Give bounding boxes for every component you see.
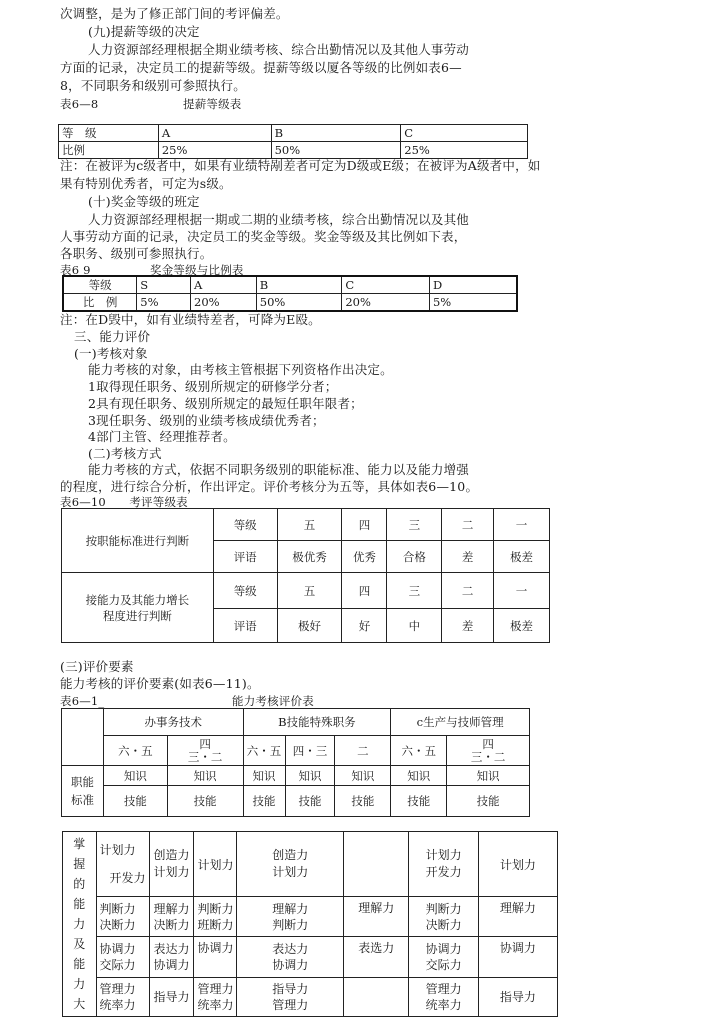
cell-line: 开发力 [425, 865, 462, 880]
table-cell: 5% [137, 294, 191, 312]
side-char: 力 [73, 977, 86, 991]
table-cell: C [401, 125, 528, 142]
level-cell: 六・五 [391, 736, 447, 766]
cell-line: 计划力 [272, 865, 309, 880]
table-cell: 5% [429, 294, 517, 312]
row-header [62, 766, 104, 817]
table-cell: 差 [442, 609, 494, 643]
text-line: 人力资源部经理根据一期或二期的业绩考核，综合出勤情况以及其他 [88, 212, 470, 227]
table-cell: 知识 [285, 766, 335, 786]
side-char: 能 [73, 897, 86, 911]
cell-line: 开发力 [109, 871, 146, 886]
table-caption: 表6—10 考评等级表 [60, 495, 188, 509]
section-heading: (九)提薪等级的决定 [88, 24, 200, 39]
cell-line: 统率力 [99, 997, 136, 1012]
text-line: 人事劳动方面的记录，决定员工的奖金等级。奖金等级及其比例如下表， [60, 229, 467, 244]
cell-line: 判断力 [272, 917, 309, 932]
table-cell [237, 897, 344, 936]
section-heading: (二)考核方式 [88, 446, 162, 461]
cell-line: 班断力 [197, 917, 234, 932]
table-cell: 知识 [391, 766, 447, 786]
cell-line: 管理力 [99, 981, 136, 996]
table-cell: 等级 [213, 573, 277, 609]
table-cell: 协调力 [478, 936, 557, 977]
row-header-line: 职能 [70, 775, 94, 789]
note-line: 注：在被评为c级者中，如果有业绩特剐差者可定为D级或E级；在被评为A级者中，如 [60, 158, 541, 173]
table-cell: 五 [277, 573, 342, 609]
table-cell: 中 [387, 609, 442, 643]
cell-line: 判断力 [99, 901, 136, 916]
table-cell: 优秀 [342, 541, 387, 573]
table-cell: A [158, 125, 271, 142]
group-header: B技能特殊职务 [243, 709, 391, 736]
table-cell: 差 [442, 541, 494, 573]
cell-line: 协调力 [272, 957, 309, 972]
table-cell [96, 832, 150, 897]
text-line: 各职务、级别可参照执行。 [60, 246, 213, 261]
cell-line: 创造力 [272, 848, 309, 863]
table-caption-number: 表6—1_ [60, 694, 105, 708]
level-line: 四 [482, 736, 494, 751]
text-line: 能力考核的方式，依据不同职务级别的职能标准、能力以及能力增强 [88, 462, 470, 477]
level-cell: 六・五 [243, 736, 285, 766]
cell-line: 理解力 [272, 901, 309, 916]
side-label [63, 832, 97, 1017]
table-cell: 知识 [447, 766, 530, 786]
section-heading: (三)评价要素 [60, 659, 134, 674]
cell-line: 创造力 [153, 848, 190, 863]
table-cell: 等级 [213, 509, 277, 541]
cell-line: 协调力 [425, 941, 462, 956]
text-line: 方面的记录，决定员工的提薪等级。提薪等级以厦各等级的比例如表6— [60, 60, 462, 75]
table-cell [409, 897, 478, 936]
table-cell: 20% [342, 294, 430, 312]
table-cell: 一 [494, 573, 550, 609]
table-cell [96, 897, 150, 936]
table-cell: 技能 [335, 786, 391, 817]
table-cell: 技能 [103, 786, 167, 817]
table-cell: 一 [494, 509, 550, 541]
row-header-line: 标准 [70, 793, 94, 807]
table-cell: 指导力 [150, 977, 194, 1016]
table-cell: 25% [401, 142, 528, 159]
level-cell [447, 736, 530, 766]
list-item: 2具有现任职务、级别所规定的最短任职年限者； [88, 396, 363, 411]
table-cell [96, 936, 150, 977]
cell-line: 协调力 [153, 957, 190, 972]
table-cell: 知识 [243, 766, 285, 786]
table-cell [237, 977, 344, 1016]
table-cell: 知识 [103, 766, 167, 786]
cell-line: 统率力 [425, 997, 462, 1012]
cell-line: 交际力 [99, 957, 136, 972]
cell-line: 交际力 [425, 957, 462, 972]
level-cell: 六・五 [103, 736, 167, 766]
table-cell: 比例 [59, 142, 159, 159]
side-char: 的 [73, 877, 86, 891]
table-cell: 技能 [167, 786, 243, 817]
table-cell [237, 832, 344, 897]
table-cell: 表选力 [343, 936, 408, 977]
table-cell: A [191, 276, 257, 294]
level-cell: 四・三 [285, 736, 335, 766]
table-cell: C [342, 276, 430, 294]
table-caption-title: 奖金等级与比例表 [150, 263, 244, 277]
text-line: 能力考核的对象，由考核主管根据下列资格作出决定。 [88, 362, 393, 377]
side-char: 能 [73, 957, 86, 971]
table-cell: 技能 [243, 786, 285, 817]
table-cell: 50% [271, 142, 401, 159]
table-cell [343, 977, 408, 1016]
text-line: 的程度，进行综合分析，作出评定。评价考核分为五等，具体如表6—10。 [60, 479, 479, 494]
bonus-grade-table [62, 275, 518, 312]
table-cell: 25% [158, 142, 271, 159]
text-line: 能力考核的评价要素(如表6—11)。 [60, 676, 260, 691]
table-cell [194, 977, 237, 1016]
table-cell: S [137, 276, 191, 294]
competency-table [61, 708, 530, 817]
side-char: 握 [73, 857, 86, 871]
level-line: 三・二 [470, 749, 506, 764]
table-cell: D [429, 276, 517, 294]
table-cell: 评语 [213, 541, 277, 573]
section-heading: (一)考核对象 [74, 346, 148, 361]
table-cell: 合格 [387, 541, 442, 573]
table-cell: 技能 [447, 786, 530, 817]
section-heading: 三、能力评价 [74, 329, 151, 344]
table-caption-number: 表6—8 [60, 97, 99, 111]
table-cell: 计划力 [478, 832, 557, 897]
section-heading: (十)奖金等级的班定 [88, 194, 200, 209]
table-cell: B [256, 276, 342, 294]
list-item: 4部门主管、经理推荐者。 [88, 429, 236, 444]
table-cell: 三 [387, 509, 442, 541]
cell-line: 管理力 [272, 997, 309, 1012]
side-char: 大 [73, 997, 86, 1011]
table-cell: 极优秀 [277, 541, 342, 573]
table-cell: 四 [342, 573, 387, 609]
cell-line: 指导力 [272, 981, 309, 996]
table-cell [194, 897, 237, 936]
table-cell: 极差 [494, 609, 550, 643]
table-cell [150, 897, 194, 936]
table-cell: 技能 [285, 786, 335, 817]
text-line: 人力资源部经理根据全期业绩考核、综合出勤情况以及其他人事劳动 [88, 42, 470, 57]
cell-line: 判断力 [197, 901, 234, 916]
table-cell: 四 [342, 509, 387, 541]
side-char: 掌 [73, 837, 86, 851]
cell-line: 表达力 [272, 941, 309, 956]
table-cell: 知识 [167, 766, 243, 786]
row-header [62, 573, 214, 643]
table-cell: 理解力 [478, 897, 557, 936]
table-cell [409, 936, 478, 977]
table-cell: 二 [442, 573, 494, 609]
cell-line: 表达力 [153, 941, 190, 956]
level-line: 四 [199, 736, 211, 751]
table-caption-title: 能力考核评价表 [232, 694, 314, 708]
table-cell: 极好 [277, 609, 342, 643]
cell-line: 理解力 [153, 901, 190, 916]
side-char: 力 [73, 917, 86, 931]
table-cell: 技能 [391, 786, 447, 817]
note-line: 注：在D毁中，如有业绩特差者，可降为E殴。 [60, 312, 321, 327]
cell-line: 管理力 [425, 981, 462, 996]
cell-line: 决断力 [99, 917, 136, 932]
table-cell: 好 [342, 609, 387, 643]
table-cell: 评语 [213, 609, 277, 643]
cell-line: 计划力 [99, 843, 136, 858]
table-cell [409, 832, 478, 897]
table-cell: 理解力 [343, 897, 408, 936]
list-item: 3现任职务、级别的业绩考核成绩优秀者； [88, 413, 325, 428]
table-cell: 极差 [494, 541, 550, 573]
cell-line: 计划力 [153, 865, 190, 880]
table-cell: 五 [277, 509, 342, 541]
table-cell: 计划力 [194, 832, 237, 897]
table-caption-title: 提薪等级表 [183, 97, 242, 111]
evaluation-grade-table [61, 508, 550, 643]
note-line: 果有特别优秀者，可定为s级。 [60, 176, 232, 191]
cell-line: 协调力 [99, 941, 136, 956]
table-cell [150, 936, 194, 977]
level-line: 三・二 [187, 749, 223, 764]
ability-table [62, 831, 558, 1017]
table-cell [150, 832, 194, 897]
table-cell: B [271, 125, 401, 142]
table-cell: 协调力 [194, 936, 237, 977]
row-header-line: 程度进行判断 [102, 608, 172, 623]
table-caption-number: 表6 9 [60, 263, 91, 277]
table-cell: 等级 [63, 276, 137, 294]
table-cell [96, 977, 150, 1016]
group-header: 办事务技术 [103, 709, 243, 736]
group-header: c生产与技师管理 [391, 709, 530, 736]
row-header-line: 接能力及其能力增长 [85, 592, 190, 607]
table-cell: 比 例 [63, 294, 137, 312]
table-cell [62, 709, 104, 766]
list-item: 1取得现任职务、级别所规定的研修学分者； [88, 379, 338, 394]
table-cell: 指导力 [478, 977, 557, 1016]
table-cell [409, 977, 478, 1016]
table-cell: 知识 [335, 766, 391, 786]
table-cell [237, 936, 344, 977]
side-char: 及 [73, 937, 86, 951]
table-cell: 三 [387, 573, 442, 609]
cell-line: 统率力 [197, 997, 234, 1012]
cell-line: 管理力 [197, 981, 234, 996]
table-cell: 二 [442, 509, 494, 541]
text-line: 次调整，是为了修正部门间的考评偏差。 [60, 6, 289, 21]
cell-line: 决断力 [153, 917, 190, 932]
row-header: 按职能标准进行判断 [62, 509, 214, 573]
salary-grade-table [58, 124, 528, 159]
cell-line: 判断力 [425, 901, 462, 916]
level-cell [167, 736, 243, 766]
cell-line: 计划力 [425, 848, 462, 863]
table-cell [343, 832, 408, 897]
table-cell: 50% [256, 294, 342, 312]
level-cell: 二 [335, 736, 391, 766]
text-line: 8，不同职务和级别可参照执行。 [60, 78, 246, 93]
table-cell: 等 级 [59, 125, 159, 142]
cell-line: 决断力 [425, 917, 462, 932]
table-cell: 20% [191, 294, 257, 312]
